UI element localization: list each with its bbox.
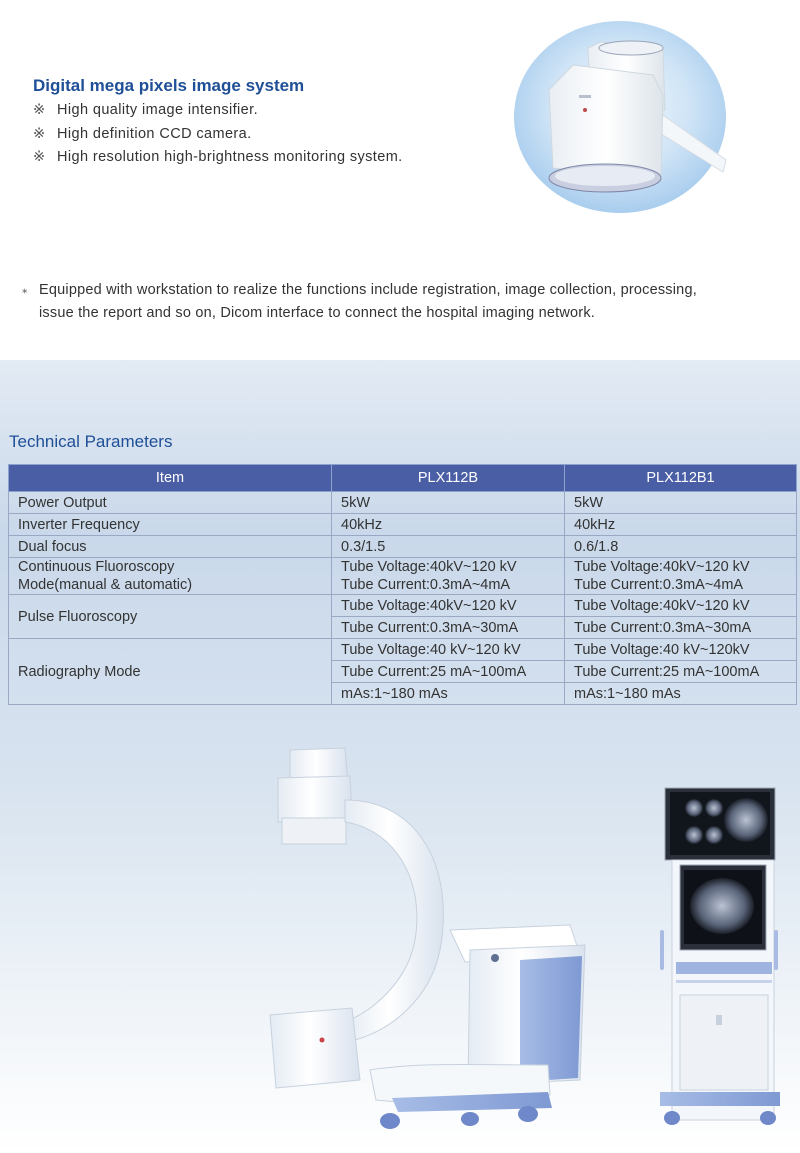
feature-item: ※ High quality image intensifier. (33, 99, 403, 123)
feature-item: ※ High resolution high-brightness monitoring system. (33, 146, 403, 170)
cell-value: Tube Voltage:40kV~120 kV (332, 595, 565, 617)
cell-value: Tube Voltage:40 kV~120 kV (332, 639, 565, 661)
cell-value: Tube Current:25 mA~100mA (332, 661, 565, 683)
table-header-row (9, 465, 797, 492)
cell-value: 0.3/1.5 (332, 536, 565, 558)
row-label: Dual focus (9, 536, 332, 558)
table-row (9, 514, 797, 536)
header-item: Item (9, 465, 332, 492)
workstation-cart (660, 788, 780, 1125)
table-row (9, 595, 797, 617)
cell-value: Tube Current:0.3mA~30mA (565, 617, 797, 639)
image-intensifier-photo (513, 20, 728, 215)
cell-value: 5kW (332, 492, 565, 514)
row-label: Pulse Fluoroscopy (9, 595, 332, 639)
workstation-note (22, 279, 702, 325)
technical-parameters-table (8, 464, 797, 705)
cell-value: 5kW (565, 492, 797, 514)
reference-mark-icon: ※ (33, 149, 46, 165)
workstation-text: Equipped with workstation to realize the functions include registration, image collection, processing, issue the report and so on, Dicom interface to connect the hospital imaging network. (39, 282, 697, 321)
cell-value: 40kHz (332, 514, 565, 536)
table-row (9, 536, 797, 558)
cell-value: Tube Voltage:40kV~120 kV Tube Current:0.3mA~4mA (565, 558, 797, 595)
header-plx112b1: PLX112B1 (565, 465, 797, 492)
c-arm-machine (270, 748, 585, 1129)
reference-mark-icon: ※ (33, 102, 46, 118)
header-plx112b: PLX112B (332, 465, 565, 492)
equipment-illustration (0, 740, 800, 1153)
row-label: Continuous Fluoroscopy Mode(manual & automatic) (9, 558, 332, 595)
cell-value: mAs:1~180 mAs (565, 683, 797, 705)
table-row (9, 639, 797, 661)
feature-item: ※ High definition CCD camera. (33, 123, 403, 147)
reference-mark-icon: ※ (33, 125, 46, 142)
table-row (9, 558, 797, 595)
row-label: Power Output (9, 492, 332, 514)
bullet-icon: ⁎ (22, 284, 28, 296)
cell-value: Tube Voltage:40kV~120 kV Tube Current:0.3mA~4mA (332, 558, 565, 595)
table-row (9, 492, 797, 514)
cell-value: mAs:1~180 mAs (332, 683, 565, 705)
row-label: Inverter Frequency (9, 514, 332, 536)
feature-list (33, 99, 403, 170)
cell-value: Tube Current:25 mA~100mA (565, 661, 797, 683)
cell-value: Tube Voltage:40 kV~120kV (565, 639, 797, 661)
row-label: Radiography Mode (9, 639, 332, 705)
feature-title: Digital mega pixels image system (33, 76, 305, 95)
cell-value: Tube Current:0.3mA~30mA (332, 617, 565, 639)
cell-value: Tube Voltage:40kV~120 kV (565, 595, 797, 617)
technical-parameters-title: Technical Parameters (9, 432, 173, 451)
cell-value: 0.6/1.8 (565, 536, 797, 558)
cell-value: 40kHz (565, 514, 797, 536)
